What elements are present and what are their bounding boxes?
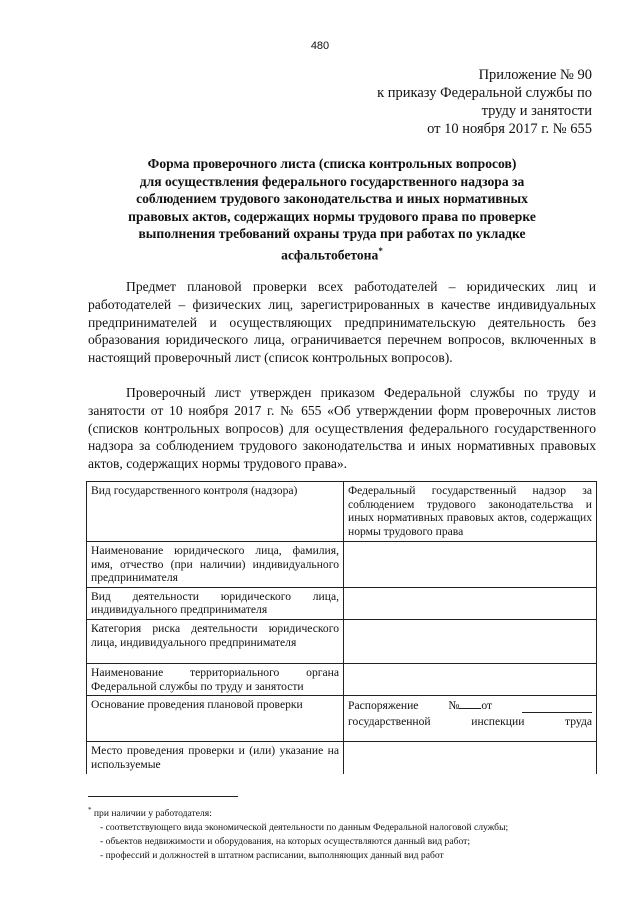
title-text: асфальтобетона <box>281 247 379 263</box>
row-label: Вид государственного контроля (надзора) <box>87 482 344 542</box>
appendix-reference <box>377 66 592 138</box>
row-label: Наименование юридического лица, фамилия, имя, отчество (при наличии) индивидуального предпринимателя <box>87 542 344 588</box>
order-number: № от <box>448 699 493 713</box>
table-row <box>87 619 597 663</box>
document-title <box>104 155 560 264</box>
title-line: Форма проверочного листа (списка контрольных вопросов) <box>147 156 517 171</box>
appendix-line: к приказу Федеральной службы по <box>377 85 592 101</box>
row-label: Вид деятельности юридического лица, индивидуального предпринимателя <box>87 587 344 619</box>
footnotes <box>88 803 608 863</box>
table-row <box>87 742 597 774</box>
table-row <box>87 482 597 542</box>
risk-category-field[interactable] <box>344 619 597 663</box>
inspection-place-field[interactable] <box>344 742 597 774</box>
title-line: для осуществления федерального государственного надзора за <box>139 173 525 189</box>
legal-entity-name-field[interactable] <box>344 542 597 588</box>
row-label: Основание проведения плановой проверки <box>87 696 344 742</box>
territorial-body-field[interactable] <box>344 663 597 695</box>
order-label: Распоряжение <box>348 699 419 713</box>
title-line: соблюдением трудового законодательства и иных нормативных <box>136 191 528 206</box>
appendix-line: от 10 ноября 2017 г. № 655 <box>427 121 592 137</box>
footnote-divider <box>88 796 238 797</box>
table-row <box>87 663 597 695</box>
title-line: выполнения требований охраны труда при работах по укладке <box>138 226 526 241</box>
page-number: 480 <box>310 40 330 52</box>
row-label: Место проведения проверки и (или) указание на используемые <box>87 742 344 774</box>
table-row <box>87 696 597 742</box>
paragraph-approval: Проверочный лист утвержден приказом Федеральной службы по труду и занятости от 10 ноября 2017 г. № 655 «Об утверждении форм проверочных листов (списков контрольных вопросов) для осуществления федерального государственного надзора за соблюдением трудового законодательства и иных нормативных правовых актов, содержащих нормы трудового права». <box>88 385 596 472</box>
row-label: Наименование территориального органа Федеральной службы по труду и занятости <box>87 663 344 695</box>
appendix-line: Приложение № 90 <box>478 67 592 83</box>
activity-type-field[interactable] <box>344 587 597 619</box>
footnote-item: - объектов недвижимости и оборудования, на которых осуществляются данный вид работ; <box>100 836 470 848</box>
table-row <box>87 587 597 619</box>
footnote-item: - соответствующего вида экономической деятельности по данным Федеральной налоговой службы; <box>100 822 509 834</box>
footnote-marker: * <box>378 245 383 256</box>
paragraph-inspection-subject: Предмет плановой проверки всех работодателей – юридических лиц и работодателей – физических лиц, зарегистрированных в качестве индивидуальных предпринимателей и осуществляющих предпринимательскую деятельность без образования юридического лица, ограничивается перечнем вопросов, включенных в настоящий проверочный лист (список контрольных вопросов). <box>88 279 596 366</box>
title-line: правовых актов, содержащих нормы трудового права по проверке <box>128 208 536 224</box>
table-row <box>87 542 597 588</box>
footnote-intro: * при наличии у работодателя: <box>88 806 212 820</box>
order-number-blank[interactable] <box>459 698 481 709</box>
inspection-form-table <box>86 481 597 774</box>
inspection-body-text: государственной инспекции труда <box>348 714 592 728</box>
inspection-basis-field[interactable] <box>344 696 597 742</box>
order-date-blank[interactable] <box>522 702 592 713</box>
footnote-item: - профессий и должностей в штатном расписании, выполняющих данный вид работ <box>100 850 444 862</box>
row-label: Категория риска деятельности юридического лица, индивидуального предпринимателя <box>87 619 344 663</box>
appendix-line: труду и занятости <box>481 103 592 119</box>
row-value: Федеральный государственный надзор за соблюдением трудового законодательства и иных нормативных правовых актов, содержащих нормы трудового права <box>344 482 597 542</box>
title-line-last <box>104 243 560 264</box>
